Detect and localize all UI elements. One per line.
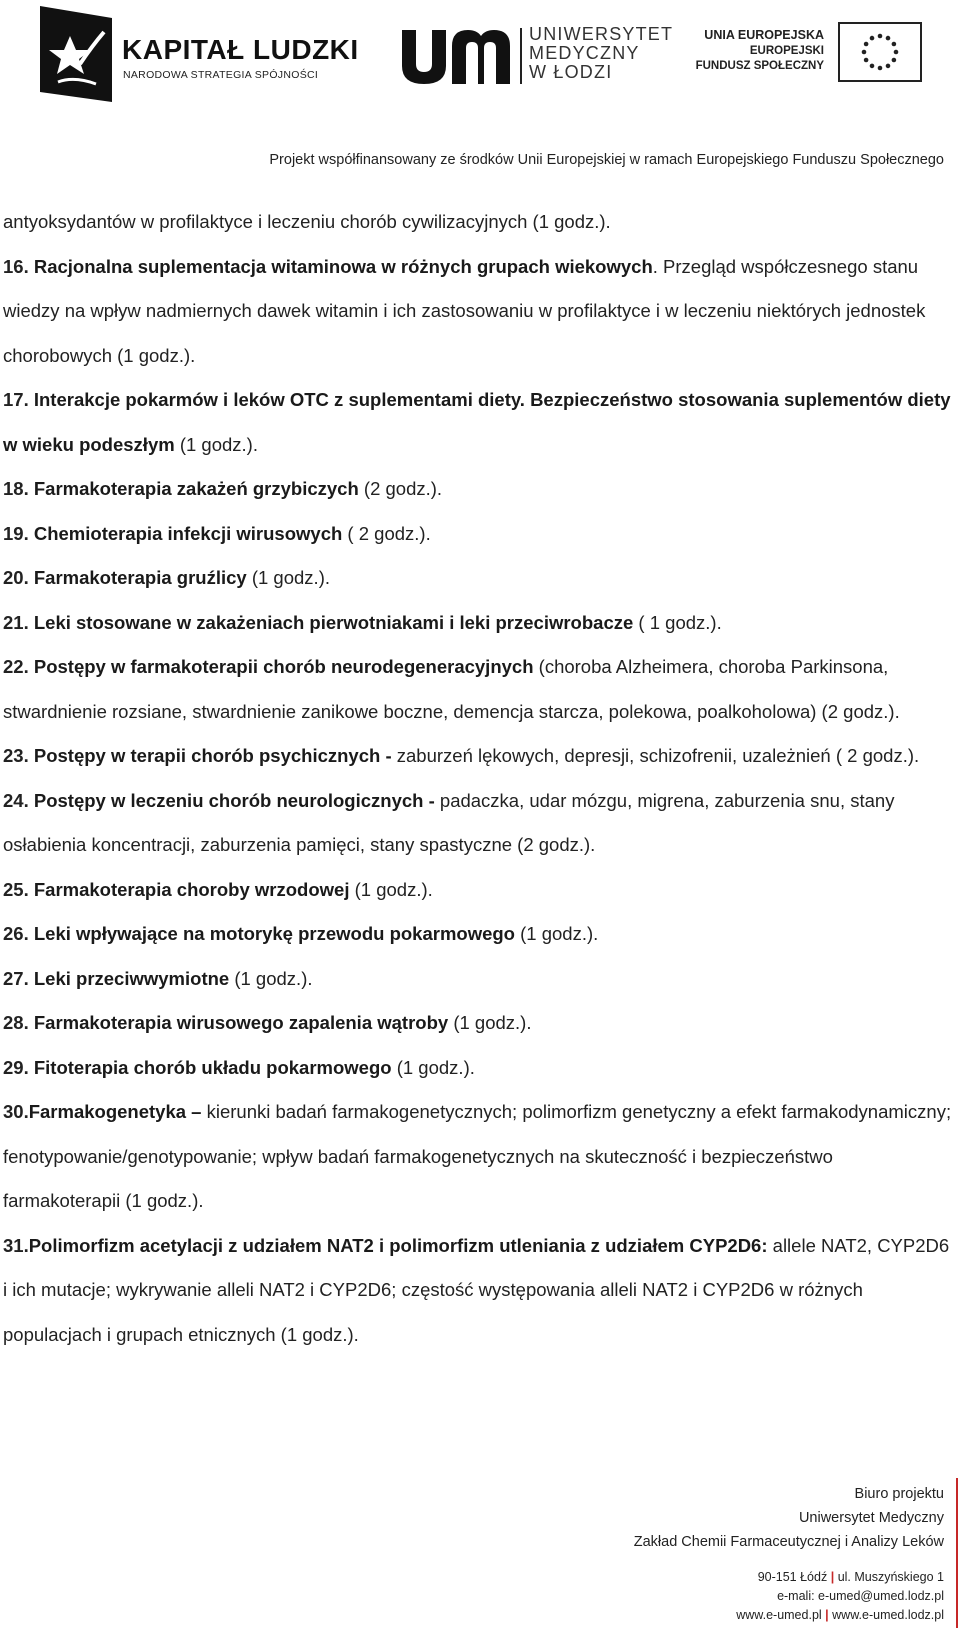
umed-line-3: W ŁODZI: [529, 62, 613, 82]
umed-name: [529, 25, 673, 82]
list-item: [3, 734, 953, 779]
item-number: 16.: [3, 255, 29, 277]
item-text: (choroba Alzheimera, choroba Parkinsona, stwardnienie rozsiane, stwardnienie zanikowe boczne, demencja starcza, polekowa, poalkoholowa) (2 godz.).: [3, 656, 900, 722]
footer-street: ul. Muszyńskiego 1: [837, 1570, 944, 1584]
kapital-ludzki-title: KAPITAŁ LUDZKI: [122, 34, 359, 65]
item-text: (1 godz.).: [515, 923, 599, 944]
item-text: ( 2 godz.).: [342, 522, 431, 544]
eu-line-2: EUROPEJSKI: [749, 45, 824, 57]
list-item: [3, 1001, 953, 1046]
course-topics: [3, 200, 953, 1357]
kapital-ludzki-logo: [40, 6, 359, 102]
item-number: 27.: [3, 967, 29, 989]
item-title: Farmakoterapia choroby wrzodowej: [33, 878, 350, 900]
umed-divider: [520, 28, 522, 84]
item-title: Racjonalna suplementacja witaminowa w różnych grupach wiekowych: [33, 255, 653, 277]
umed-line-2: MEDYCZNY: [529, 43, 640, 63]
item-title: Leki przeciwwymiotne: [33, 967, 230, 989]
umed-line-1: UNIWERSYTET: [529, 24, 674, 44]
list-item: [3, 912, 953, 957]
item-title: Interakcje pokarmów i leków OTC z suplementami diety. Bezpieczeństwo stosowania suplementów diety w wieku podeszłym: [3, 389, 951, 455]
list-item: [3, 868, 953, 913]
item-text: (1 godz.).: [448, 1012, 532, 1033]
footer-separator: |: [830, 1570, 835, 1584]
item-title: Chemioterapia infekcji wirusowych: [33, 522, 343, 544]
list-item: [3, 957, 953, 1002]
item-text: zaburzeń lękowych, depresji, schizofrenii, uzależnień ( 2 godz.).: [391, 745, 920, 766]
item-number: 29.: [3, 1056, 29, 1078]
footer-separator: |: [825, 1608, 829, 1622]
item-text: (2 godz.).: [358, 478, 443, 499]
footer-address: [634, 1568, 944, 1587]
item-title: Polimorfizm acetylacji z udziałem NAT2 i polimorfizm utleniania z udziałem CYP2D6:: [28, 1234, 768, 1256]
item-title: Fitoterapia chorób układu pokarmowego: [33, 1056, 392, 1078]
list-item: [3, 556, 953, 601]
list-item: [3, 601, 953, 646]
item-title: Leki stosowane w zakażeniach pierwotniakami i leki przeciwrobacze: [33, 611, 634, 633]
footer-accent-rule: [956, 1478, 958, 1628]
item-number: 28.: [3, 1012, 29, 1033]
item-text: (1 godz.).: [174, 433, 258, 455]
footer-websites: [634, 1606, 944, 1625]
kapital-ludzki-emblem-icon: [40, 6, 112, 102]
footer-department: Zakład Chemii Farmaceutycznej i Analizy Leków: [633, 1534, 944, 1550]
umed-logo: [402, 22, 674, 88]
list-item: [3, 1090, 953, 1224]
eu-flag-icon: [838, 22, 922, 82]
item-title: Farmakoterapia zakażeń grzybiczych: [33, 478, 359, 499]
item-number: 30.: [3, 1101, 29, 1122]
footer-web-link-1[interactable]: www.e-umed.pl: [736, 1608, 822, 1622]
item-number: 25.: [3, 878, 29, 900]
item-text: . Przegląd współczesnego stanu wiedzy na wpływ nadmiernych dawek witamin i ich zastosowaniu w profilaktyce i w leczeniu niektórych jednostek chorobowych (1 godz.).: [3, 255, 926, 366]
list-item: [3, 779, 953, 868]
eu-line-3: FUNDUSZ SPOŁECZNY: [695, 60, 824, 72]
item-text: allele NAT2, CYP2D6 i ich mutacje; wykrywanie alleli NAT2 i CYP2D6; częstość występowania alleli NAT2 i CYP2D6 w różnych populacjach i grupach etnicznych (1 godz.).: [3, 1234, 950, 1345]
item-number: 19.: [3, 522, 29, 544]
kapital-ludzki-subtitle: NARODOWA STRATEGIA SPÓJNOŚCI: [123, 69, 319, 81]
item-number: 21.: [3, 611, 29, 633]
item-number: 26.: [3, 923, 29, 944]
item-number: 24.: [3, 789, 29, 811]
footer-office: Biuro projektu: [854, 1486, 944, 1502]
footer-web-link-2[interactable]: www.e-umed.lodz.pl: [832, 1608, 944, 1622]
item-title: Leki wpływające na motorykę przewodu pokarmowego: [33, 923, 515, 944]
eu-name: [692, 28, 824, 74]
list-item: [3, 467, 953, 512]
eu-line-1: UNIA EUROPEJSKA: [704, 28, 824, 42]
list-item: [3, 1224, 953, 1358]
list-item: [3, 200, 953, 245]
item-text: (1 godz.).: [229, 967, 313, 989]
item-title: Postępy w leczeniu chorób neurologicznych -: [33, 789, 435, 811]
item-text: ( 1 godz.).: [633, 611, 722, 633]
footer-university: Uniwersytet Medyczny: [798, 1510, 944, 1526]
item-title: Postępy w farmakoterapii chorób neurodegeneracyjnych: [33, 656, 534, 677]
item-number: 31.: [3, 1234, 29, 1256]
item-title: Postępy w terapii chorób psychicznych -: [33, 745, 392, 766]
item-text: antyoksydantów w profilaktyce i leczeniu chorób cywilizacyjnych (1 godz.).: [3, 211, 611, 232]
list-item: [3, 378, 953, 467]
item-text: (1 godz.).: [246, 567, 330, 588]
list-item: [3, 1046, 953, 1091]
item-number: 17.: [3, 389, 29, 410]
item-number: 22.: [3, 656, 29, 677]
item-title: Farmakoterapia wirusowego zapalenia wątroby: [33, 1012, 449, 1033]
item-number: 18.: [3, 478, 29, 499]
item-text: kierunki badań farmakogenetycznych; polimorfizm genetyczny a efekt farmakodynamiczny; fenotypowanie/genotypowanie; wpływ badań farmakogenetycznych na skuteczność i bezpieczeństwo farmakoterapii (1 godz.).: [3, 1101, 952, 1211]
list-item: [3, 245, 953, 379]
item-title: Farmakoterapia gruźlicy: [33, 567, 247, 588]
item-text: (1 godz.).: [391, 1056, 475, 1078]
eu-logo: [692, 22, 922, 92]
item-number: 20.: [3, 567, 29, 588]
list-item: [3, 645, 953, 734]
project-cofinancing-note: Projekt współfinansowany ze środków Unii Europejskiej w ramach Europejskiego Funduszu Społecznego: [269, 152, 944, 168]
footer-contact: [634, 1482, 944, 1625]
item-title: Farmakogenetyka –: [28, 1101, 202, 1122]
item-number: 23.: [3, 745, 29, 766]
um-letters-icon: [402, 28, 510, 84]
footer-city: 90-151 Łódź: [757, 1570, 828, 1584]
list-item: [3, 512, 953, 557]
footer-email[interactable]: e-mali: e-umed@umed.lodz.pl: [777, 1589, 944, 1603]
item-text: (1 godz.).: [349, 878, 433, 900]
item-text: padaczka, udar mózgu, migrena, zaburzenia snu, stany osłabienia koncentracji, zaburzenia pamięci, stany spastyczne (2 godz.).: [3, 789, 895, 855]
